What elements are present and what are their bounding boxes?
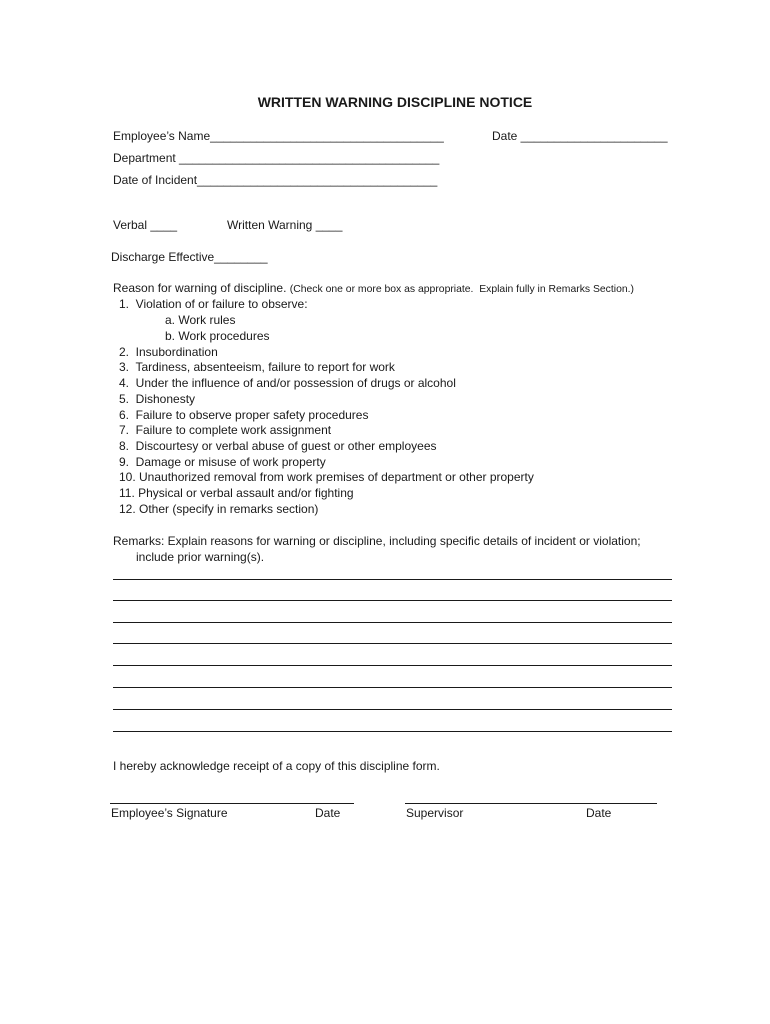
remarks-line[interactable] [113,665,672,666]
reason-item: 8. Discourtesy or verbal abuse of guest or other employees [119,439,437,453]
remarks-line[interactable] [113,687,672,688]
verbal-field[interactable]: Verbal ____ [113,218,178,232]
reason-item: 4. Under the influence of and/or possession of drugs or alcohol [119,376,456,390]
remarks-label: Remarks: Explain reasons for warning or discipline, including specific details of incident or violation; [113,534,641,548]
reason-subitem: b. Work procedures [165,329,270,343]
reason-subitem: a. Work rules [165,313,236,327]
supervisor-label: Supervisor [406,806,464,820]
remarks-line[interactable] [113,709,672,710]
reason-label: Reason for warning of discipline. [113,281,287,295]
employee-signature-line[interactable] [110,803,354,804]
acknowledgement-text: I hereby acknowledge receipt of a copy of this discipline form. [113,759,440,773]
remarks-line[interactable] [113,579,672,580]
discharge-effective-field[interactable]: Discharge Effective________ [111,250,268,264]
reason-item: 11. Physical or verbal assault and/or fighting [119,486,354,500]
written-warning-field[interactable]: Written Warning ____ [227,218,343,232]
remarks-line[interactable] [113,731,672,732]
reason-item: 1. Violation of or failure to observe: [119,297,308,311]
supervisor-date-label: Date [586,806,612,820]
supervisor-signature-line[interactable] [405,803,657,804]
employee-date-label: Date [315,806,341,820]
reason-item: 9. Damage or misuse of work property [119,455,326,469]
reason-item: 10. Unauthorized removal from work premises of department or other property [119,470,534,484]
employee-signature-label: Employee’s Signature [111,806,228,820]
reason-item: 5. Dishonesty [119,392,196,406]
date-field[interactable]: Date ______________________ [492,129,668,143]
reason-item: 3. Tardiness, absenteeism, failure to report for work [119,360,395,374]
reason-item: 12. Other (specify in remarks section) [119,502,319,516]
department-field[interactable]: Department _______________________________________ [113,151,440,165]
reason-heading [113,281,634,295]
remarks-line[interactable] [113,622,672,623]
remarks-label-continued: include prior warning(s). [136,550,265,564]
reason-item: 2. Insubordination [119,345,218,359]
employee-name-field[interactable]: Employee’s Name___________________________________ [113,129,444,143]
reason-item: 7. Failure to complete work assignment [119,423,332,437]
remarks-line[interactable] [113,643,672,644]
date-of-incident-field[interactable]: Date of Incident____________________________________ [113,173,438,187]
reason-note: (Check one or more box as appropriate. Explain fully in Remarks Section.) [289,284,634,295]
reason-item: 6. Failure to observe proper safety procedures [119,408,369,422]
remarks-line[interactable] [113,600,672,601]
document-title: WRITTEN WARNING DISCIPLINE NOTICE [257,94,533,110]
